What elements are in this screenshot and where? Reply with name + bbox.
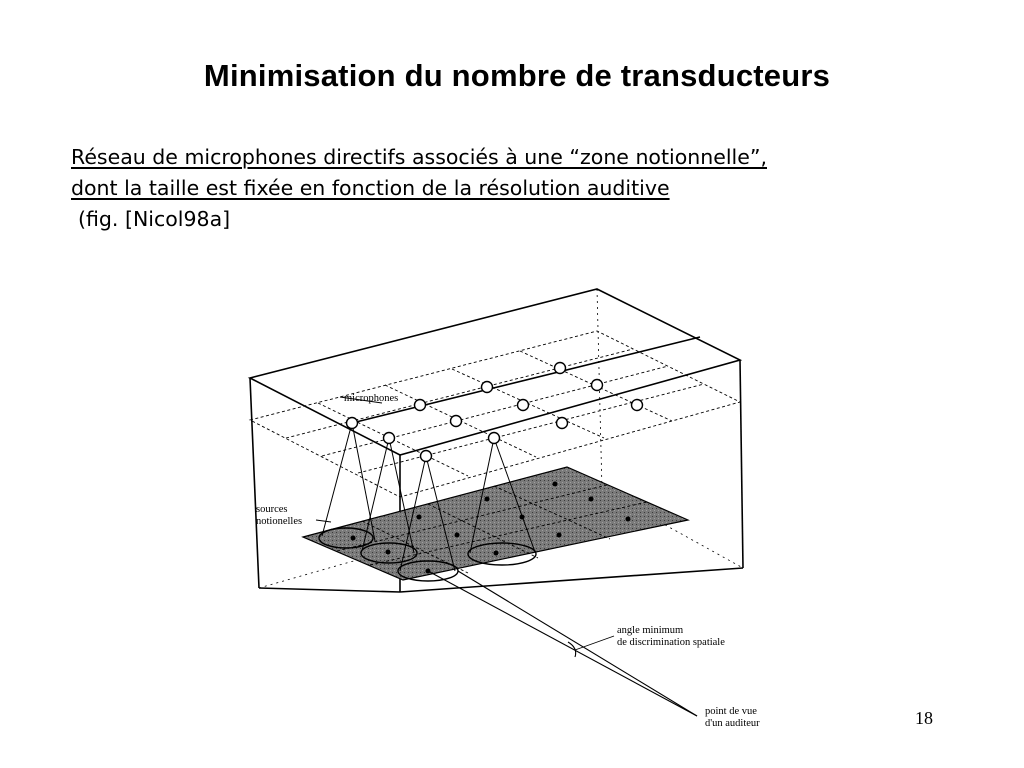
microphone-array-figure <box>240 280 780 730</box>
label-viewpoint-line2: d'un auditeur <box>705 718 760 729</box>
label-sources-line1: sources <box>256 504 288 515</box>
slide-title: Minimisation du nombre de transducteurs <box>203 58 831 93</box>
label-microphones: microphones <box>344 393 399 404</box>
subtitle-line-1: Réseau de microphones directifs associés à une “zone notionnelle”, <box>71 145 767 169</box>
figure-citation: (fig. [Nicol98a] <box>78 207 231 231</box>
subtitle-line-2: dont la taille est fixée en fonction de la résolution auditive <box>71 176 670 200</box>
label-sources-line2: notionelles <box>256 516 303 527</box>
label-angle-line1: angle minimum <box>617 625 684 636</box>
source-plane <box>303 467 688 580</box>
microphone-grid <box>250 331 740 497</box>
label-viewpoint-line1: point de vue <box>705 706 757 717</box>
label-angle-line2: de discrimination spatiale <box>617 637 725 648</box>
page-number: 18 <box>915 708 933 728</box>
